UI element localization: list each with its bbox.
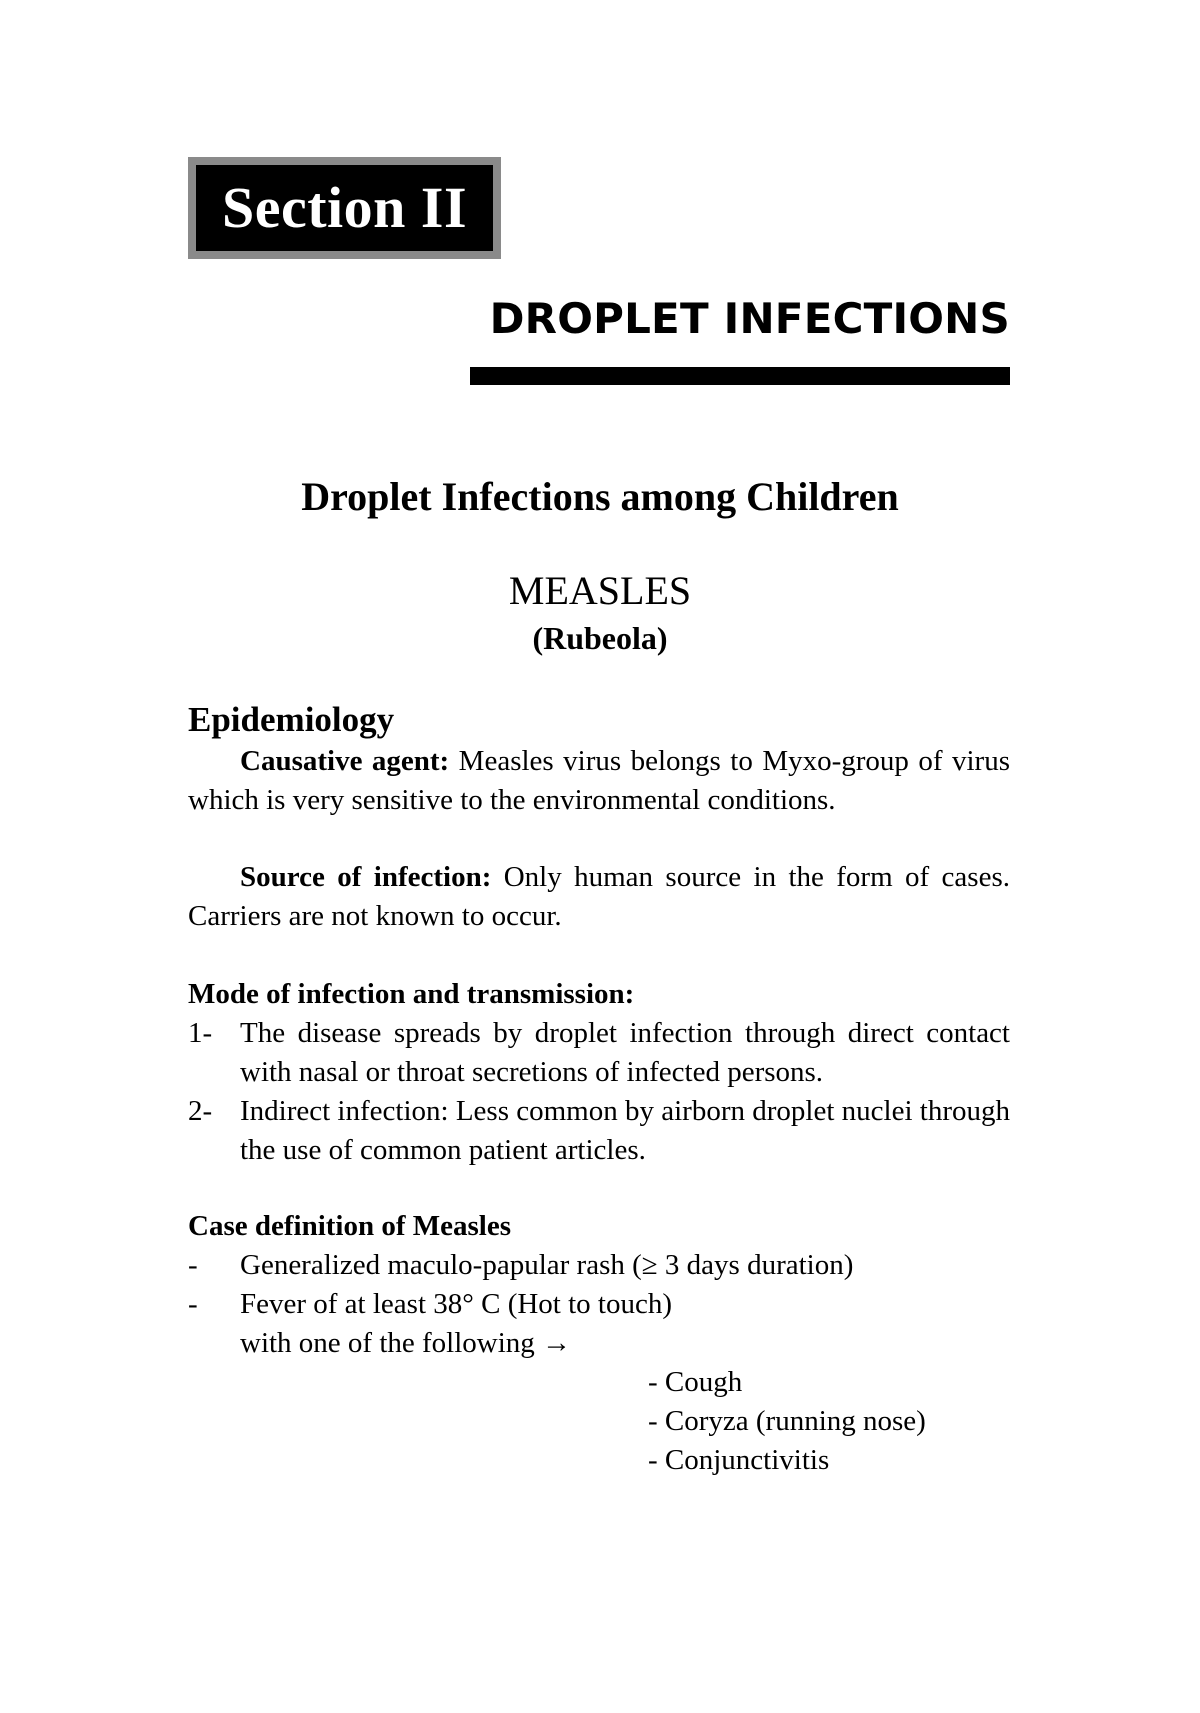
mode-heading: Mode of infection and transmission: — [188, 978, 635, 1010]
mode-list — [188, 1014, 1010, 1170]
list-item-text: Fever of at least 38° C (Hot to touch) — [240, 1288, 672, 1320]
causative-agent-label: Causative agent: — [240, 745, 450, 777]
case-definition-list — [188, 1246, 1010, 1363]
list-item — [188, 1014, 1010, 1092]
list-item — [188, 1092, 1010, 1170]
list-item — [188, 1324, 1010, 1363]
list-item-text: The disease spreads by droplet infection through direct contact with nasal or throat secretions of infected persons. — [240, 1017, 1010, 1088]
chapter-title: DROPLET INFECTIONS — [489, 294, 1010, 343]
symptom-list — [648, 1363, 926, 1480]
disease-title: MEASLES — [508, 568, 692, 613]
list-marker: 1- — [188, 1017, 213, 1049]
list-marker: - — [188, 1288, 198, 1320]
chapter-title-rule — [470, 367, 1010, 385]
causative-agent-text: Measles virus belongs to Myxo-group of virus which is very sensitive to the environmental conditions. — [188, 745, 1010, 816]
source-of-infection-text: Only human source in the form of cases. Carriers are not known to occur. — [188, 861, 1010, 932]
source-of-infection-label: Source of infection: — [240, 861, 492, 893]
list-marker: - — [188, 1249, 198, 1281]
list-item — [188, 1246, 1010, 1285]
symptom-coryza: - Coryza (running nose) — [648, 1405, 926, 1437]
subtitle: Droplet Infections among Children — [301, 474, 899, 519]
source-of-infection-paragraph — [188, 858, 1010, 936]
symptom-cough: - Cough — [648, 1366, 743, 1398]
list-marker: 2- — [188, 1095, 213, 1127]
list-item-text: Indirect infection: Less common by airborn droplet nuclei through the use of common patient articles. — [240, 1095, 1010, 1166]
section-label-box — [188, 157, 501, 259]
symptom-conjunctivitis: - Conjunctivitis — [648, 1444, 830, 1476]
list-item — [188, 1285, 1010, 1324]
disease-alt-name: (Rubeola) — [532, 620, 668, 656]
causative-agent-paragraph — [188, 742, 1010, 820]
list-item-text: Generalized maculo-papular rash (≥ 3 days duration) — [240, 1249, 854, 1281]
case-definition-heading: Case definition of Measles — [188, 1210, 511, 1242]
follow-text: with one of the following → — [240, 1327, 572, 1359]
section-label: Section II — [196, 165, 493, 251]
epidemiology-heading: Epidemiology — [188, 700, 395, 739]
